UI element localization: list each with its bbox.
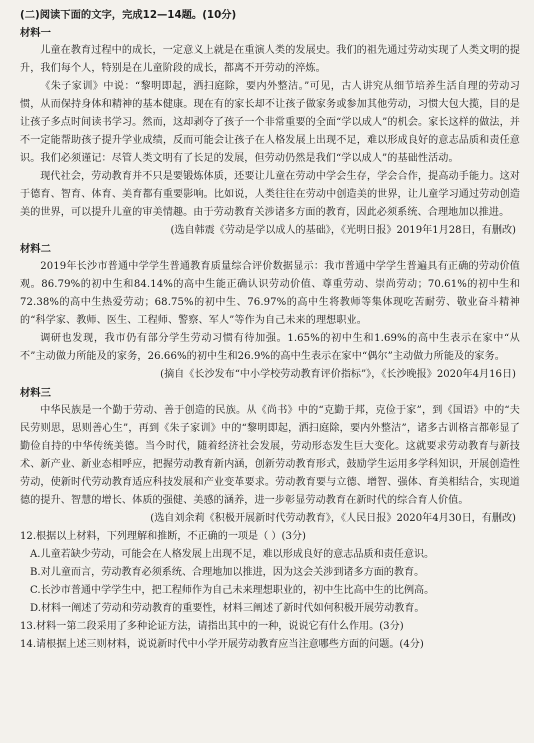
section-title: (二)阅读下面的文字，完成12—14题。(10分) bbox=[20, 9, 237, 21]
material-2-paragraph: 2019年长沙市普通中学学生普通教育质量综合评价数据显示：我市普通中学学生普遍具有正确的劳动价值观。86.79%的初中生和84.14%的高中生能正确认识劳动价值、尊重劳动、崇尚劳动；70.61%的初中生和72.38%的高中生热爱劳动；68.75%的初中生、76.97%的高中生将教师等集体现吃苦耐劳、敬业奋斗精神的“科学家、教师、医生、工程师、警察、军人”等作为自己未来的理想职业。 bbox=[20, 261, 520, 326]
question-12-option-d: D.材料一阐述了劳动和劳动教育的重要性，材料三阐述了新时代如何积极开展劳动教育。 bbox=[30, 603, 425, 614]
material-2 bbox=[20, 240, 520, 384]
material-2-source: (摘自《长沙发布“中小学校劳动教育评价指标”》，《长沙晚报》2020年4月16日) bbox=[160, 369, 516, 380]
material-3-heading: 材料三 bbox=[20, 387, 51, 399]
material-2-heading: 材料二 bbox=[20, 243, 51, 255]
material-3 bbox=[20, 384, 520, 528]
question-14: 14.请根据上述三则材料，说说新时代中小学开展劳动教育应当注意哪些方面的问题。(4分) bbox=[20, 639, 424, 650]
material-1-heading: 材料一 bbox=[20, 27, 51, 39]
question-12-stem: 12.根据以上材料，下列理解和推断，不正确的一项是（ ）(3分) bbox=[20, 531, 306, 542]
material-1-paragraph: 《朱子家训》中说：“黎明即起，洒扫庭除，要内外整洁。”可见，古人讲究从细节培养生活自理的劳动习惯，从而保持身体和精神的基本健康。现在有的家长却不让孩子做家务或参加其他劳动，习惯大包大揽，目的是让孩子多点时间读书学习。然而，这却剥夺了孩子一个非常重要的全面“学以成人”的机会。家长这样的做法，并不一定能帮助孩子提升学业成绩，反而可能会让孩子在人格发展上出现不足，难以形成良好的意志品质和责任意识。我们必须谨记：尽管人类文明有了长足的发展，但劳动仍然是我们“学以成人”的基础性活动。 bbox=[20, 81, 520, 164]
material-1-paragraph: 儿童在教育过程中的成长，一定意义上就是在重演人类的发展史。我们的祖先通过劳动实现了人类文明的提升，我们每个人，特别是在儿童阶段的成长，都离不开劳动的淬炼。 bbox=[20, 45, 520, 74]
material-1-source: (选自韩震《劳动是学以成人的基础》，《光明日报》2019年1月28日，有删改) bbox=[170, 225, 516, 236]
material-3-paragraph: 中华民族是一个勤于劳动、善于创造的民族。从《尚书》中的“克勤于邦，克俭于家”，到《国语》中的“夫民劳则思，思则善心生”，再到《朱子家训》中的“黎明即起，洒扫庭除，要内外整洁”，诸多古训格言都彰显了勤俭自持的中华传统美德。当今时代，随着经济社会发展，劳动形态发生巨大变化。这就要求劳动教育与新技术、新产业、新业态相呼应，把握劳动教育新内涵，创新劳动教育形式，鼓励学生运用多学科知识，开展创造性劳动，使新时代劳动教育适应科技发展和产业变革要求。劳动教育要与立德、增智、强体、育美相结合，实现道德的提升、智慧的增长、体质的强健、美感的涵养，进一步彰显劳动教育在新时代的综合育人价值。 bbox=[20, 405, 520, 506]
material-1-paragraph: 现代社会，劳动教育并不只是要锻炼体质，还要让儿童在劳动中学会生存，学会合作，提高动手能力。这对于德育、智育、体育、美育都有重要影响。比如说，人类往往在劳动中创造美的世界，让儿童学习通过劳动创造美的世界，可以提升儿童的审美情趣。由于劳动教育关涉诸多方面的教育，因此必须系统、合理地加以推进。 bbox=[20, 171, 520, 218]
question-12-option-a: A.儿童若缺少劳动，可能会在人格发展上出现不足，难以形成良好的意志品质和责任意识。 bbox=[30, 549, 435, 560]
question-12 bbox=[20, 528, 520, 618]
material-3-source: (选自刘余莉《积极开展新时代劳动教育》，《人民日报》2020年4月30日，有删改) bbox=[150, 513, 516, 524]
material-1 bbox=[20, 24, 520, 240]
question-12-option-c: C.长沙市普通中学学生中，把工程师作为自己未来理想职业的，初中生比高中生的比例高。 bbox=[30, 585, 435, 596]
material-2-paragraph: 调研也发现，我市仍有部分学生劳动习惯有待加强。1.65%的初中生和1.69%的高中生表示在家中“从不”主动做力所能及的家务，26.66%的初中生和26.9%的高中生表示在家中“偶尔”主动做力所能及的家务。 bbox=[20, 333, 520, 362]
question-12-option-b: B.对儿童而言，劳动教育必须系统、合理地加以推进，因为这会关涉到诸多方面的教育。 bbox=[30, 567, 425, 578]
question-13: 13.材料一第二段采用了多种论证方法，请指出其中的一种，说说它有什么作用。(3分) bbox=[20, 621, 404, 632]
